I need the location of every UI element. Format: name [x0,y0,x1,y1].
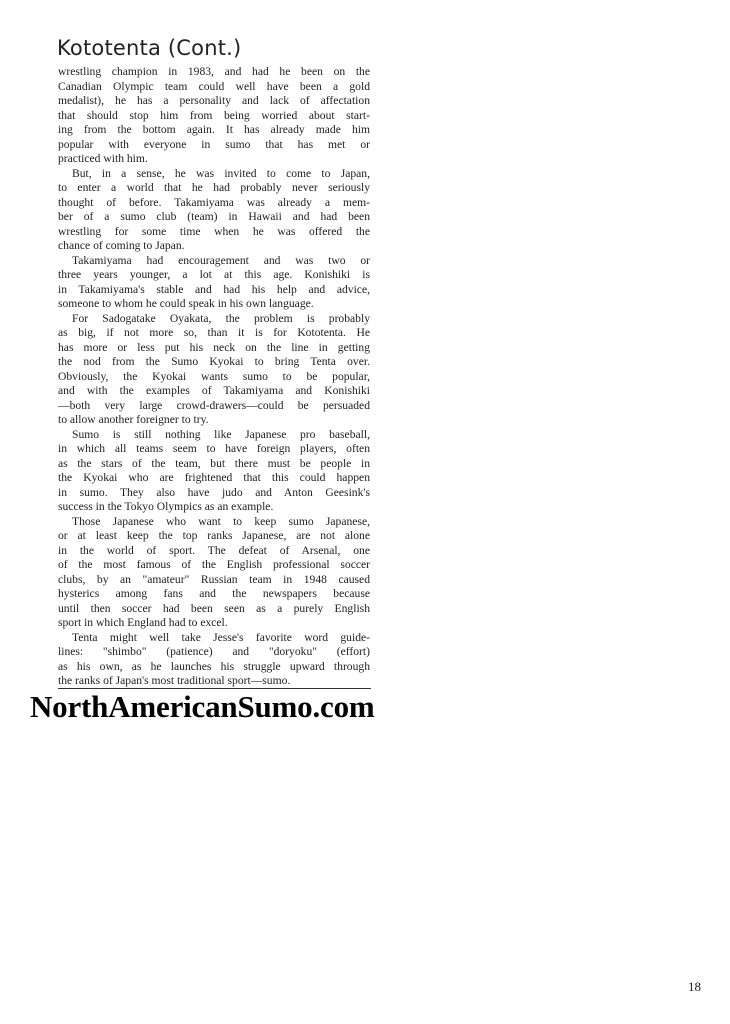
article-line: ing from the bottom again. It has already made him [58,123,370,136]
article-line: in sumo. They also have judo and Anton Geesink's [58,485,370,499]
article-line: of the most famous of the English professional soccer [58,558,370,571]
article-line: in the world of sport. The defeat of Arsenal, one [58,543,370,557]
article-line: ber of a sumo club (team) in Hawaii and had been [58,210,370,223]
article-line: to allow another foreigner to try. [58,413,209,426]
article-line: three years younger, a lot at this age. Konishiki is [58,268,370,281]
article-line: until then soccer had been seen as a purely English [58,601,370,615]
article-line: wrestling for some time when he was offered the [58,224,370,238]
article-line: the nod from the Sumo Kyokai to bring Tenta over. [58,355,370,368]
article-line: chance of coming to Japan. [58,239,185,252]
article-line: —both very large crowd-drawers—could be persuaded [58,398,370,412]
article-line: that should stop him from being worried about start- [58,108,370,122]
site-watermark: NorthAmericanSumo.com [30,689,375,724]
article-line: medalist), he has a personality and lack of affectation [58,94,370,107]
article-line: practiced with him. [58,152,148,165]
article-line: has more or less put his neck on the line in getting [58,340,370,354]
article-line: lines: "shimbo" (patience) and "doryoku" (effort) [58,645,370,658]
article-line: For Sadogatake Oyakata, the problem is probably [72,311,370,325]
article-title: Kototenta (Cont.) [57,36,242,60]
page-number: 18 [688,979,701,994]
article-line: someone to whom he could speak in his own language. [58,297,314,310]
article-line: sport in which England had to excel. [58,616,228,629]
article-line: as his own, as he launches his struggle upward through [58,659,370,673]
article-line: Canadian Olympic team could well have been a gold [58,79,370,93]
article-line: and with the examples of Takamiyama and Konishiki [58,384,370,397]
article-line: in which all teams seem to have foreign players, often [58,442,370,455]
article-line: or at least keep the top ranks Japanese, are not alone [58,529,370,542]
article-body [58,65,370,689]
article-line: the Kyokai who are frightened that this could happen [58,471,370,484]
article-line: hysterics among fans and the newspapers because [58,587,370,600]
article-line: in Takamiyama's stable and had his help and advice, [58,282,370,296]
article-line: Takamiyama had encouragement and was two or [72,253,370,267]
article-line: as big, if not more so, than it is for Kototenta. He [58,326,370,339]
article-line: But, in a sense, he was invited to come to Japan, [72,166,370,180]
article-line: popular with everyone in sumo that has met or [58,137,370,151]
article-line: success in the Tokyo Olympics as an example. [58,500,274,513]
article-line: Sumo is still nothing like Japanese pro baseball, [72,427,370,441]
article-line: to enter a world that he had probably never seriously [58,181,370,194]
article-line: Those Japanese who want to keep sumo Japanese, [72,514,370,528]
article-line: clubs, by an "amateur" Russian team in 1948 caused [58,572,370,586]
article-line: as the stars of the team, but there must be people in [58,456,370,470]
article-line: the ranks of Japan's most traditional sport—sumo. [58,674,291,687]
article-line: wrestling champion in 1983, and had he been on the [58,65,370,78]
article-line: Tenta might well take Jesse's favorite word guide- [72,630,370,644]
article-line: Obviously, the Kyokai wants sumo to be popular, [58,369,370,383]
article-line: thought of before. Takamiyama was already a mem- [58,195,370,209]
